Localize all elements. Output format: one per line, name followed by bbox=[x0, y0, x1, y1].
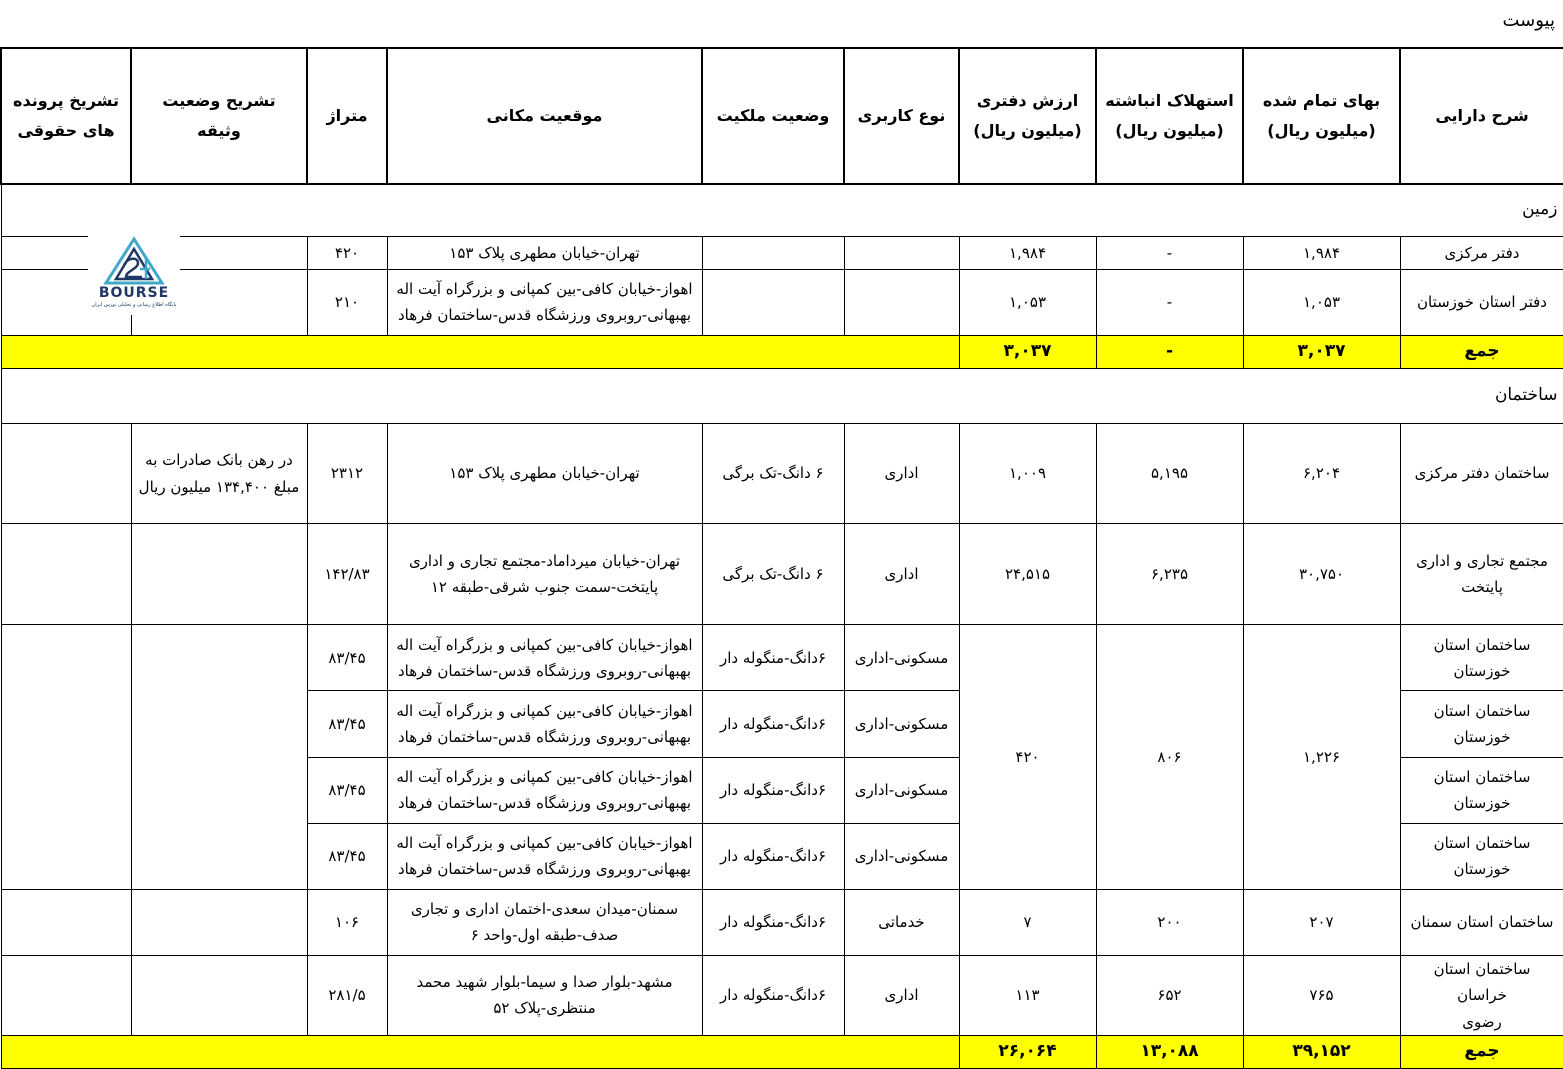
desc-line-2: پایتخت bbox=[1461, 578, 1503, 597]
cell-usage: اداری bbox=[844, 955, 959, 1035]
cell-area: ۴۲۰ bbox=[307, 236, 387, 269]
header-legal bbox=[1, 48, 131, 184]
cell-location bbox=[387, 823, 702, 889]
header-cost-l2: (میلیون ریال) bbox=[1267, 121, 1376, 140]
header-book-l2: (میلیون ریال) bbox=[973, 121, 1082, 140]
table-row bbox=[1, 269, 1563, 335]
total-row-building bbox=[1, 1035, 1563, 1068]
desc-line-1: مجتمع تجاری و اداری bbox=[1416, 551, 1548, 570]
location-line-2: بهبهانی-روبروی ورزشگاه قدس-ساختمان فرهاد bbox=[398, 661, 691, 680]
cell-desc: ساختمان استان خوزستان bbox=[1400, 691, 1563, 757]
location-line-1: اهواز-خیابان کافی-بین کمپانی و بزرگراه آیت اله bbox=[396, 767, 693, 786]
section-land bbox=[1, 184, 1563, 236]
header-legal-l2: های حقوقی bbox=[17, 121, 115, 140]
location-line-2: بهبهانی-روبروی ورزشگاه قدس-ساختمان فرهاد bbox=[398, 794, 691, 813]
cell-ownership: ۶دانگ-منگوله دار bbox=[702, 955, 844, 1035]
location-line-2: بهبهانی-روبروی ورزشگاه قدس-ساختمان فرهاد bbox=[398, 860, 691, 879]
header-mortgage: تشریح وضعیت وثیقه bbox=[131, 48, 307, 184]
location-line-2: بهبهانی-روبروی ورزشگاه قدس-ساختمان فرهاد bbox=[398, 728, 691, 746]
cell-book: ۱۱۳ bbox=[959, 955, 1096, 1035]
header-book bbox=[959, 48, 1096, 184]
cell-usage: اداری bbox=[844, 524, 959, 625]
cell-ownership: ۶ دانگ-تک برگی bbox=[702, 524, 844, 625]
cell-book: ۷ bbox=[959, 889, 1096, 955]
cell-cost: ۶,۲۰۴ bbox=[1243, 423, 1400, 523]
location-line-2: صدف-طبقه اول-واحد ۶ bbox=[470, 926, 619, 945]
cell-usage bbox=[844, 269, 959, 335]
cell-dep: - bbox=[1096, 269, 1243, 335]
cell-usage: مسکونی-اداری bbox=[844, 625, 959, 691]
cell-desc: ساختمان استان خوزستان bbox=[1400, 757, 1563, 823]
location-line-1: تهران-خیابان میرداماد-مجتمع تجاری و اداری bbox=[408, 551, 681, 570]
location-line-1: سمنان-میدان سعدی-اختمان اداری و تجاری bbox=[410, 900, 679, 919]
header-ownership: وضعیت ملکیت bbox=[702, 48, 844, 184]
bourse-logo-text: BOURSE bbox=[98, 285, 170, 301]
cell-area: ۱۴۲/۸۳ bbox=[307, 524, 387, 625]
cell-cost: ۷۶۵ bbox=[1243, 955, 1400, 1035]
mortgage-line-1: در رهن بانک صادرات به bbox=[145, 451, 293, 470]
cell-usage: مسکونی-اداری bbox=[844, 823, 959, 889]
cell-dep-merged: ۸۰۶ bbox=[1096, 625, 1243, 890]
cell-book: ۲۴,۵۱۵ bbox=[959, 524, 1096, 625]
cell-ownership: ۶دانگ-منگوله دار bbox=[702, 691, 844, 757]
cell-desc: ساختمان استان خوزستان bbox=[1400, 625, 1563, 691]
location-line-1: اهواز-خیابان کافی-بین کمپانی و بزرگراه آیت اله bbox=[396, 279, 693, 298]
cell-cost: ۳۰,۷۵۰ bbox=[1243, 524, 1400, 625]
cell-desc bbox=[1400, 524, 1563, 625]
cell-ownership: ۶دانگ-منگوله دار bbox=[702, 625, 844, 691]
cell-location: تهران-خیابان مطهری پلاک ۱۵۳ bbox=[387, 423, 702, 523]
header-cost bbox=[1243, 48, 1400, 184]
header-book-l1: ارزش دفتری bbox=[976, 90, 1079, 110]
header-usage: نوع کاربری bbox=[844, 48, 959, 184]
cell-book: ۱,۹۸۴ bbox=[959, 236, 1096, 269]
cell-location bbox=[387, 524, 702, 625]
cell-area: ۲۳۱۲ bbox=[307, 423, 387, 523]
section-building bbox=[1, 368, 1563, 423]
cell-cost: ۱,۹۸۴ bbox=[1243, 236, 1400, 269]
cell-book-merged: ۴۲۰ bbox=[959, 625, 1096, 890]
desc-line-2: رضوی bbox=[1462, 1012, 1502, 1031]
cell-book: ۱,۰۰۹ bbox=[959, 423, 1096, 523]
location-line-2: پایتخت-سمت جنوب شرقی-طبقه ۱۲ bbox=[430, 578, 659, 597]
cell-area: ۱۰۶ bbox=[307, 889, 387, 955]
location-line-2: منتظری-پلاک ۵۲ bbox=[493, 999, 596, 1018]
cell-area: ۸۳/۴۵ bbox=[307, 691, 387, 757]
desc-line-1: ساختمان استان خراسان bbox=[1433, 960, 1531, 1005]
cell-mortgage bbox=[131, 955, 307, 1035]
cell-mortgage bbox=[131, 625, 307, 890]
header-desc: شرح دارایی bbox=[1400, 48, 1563, 184]
cell-dep: - bbox=[1096, 236, 1243, 269]
table-row bbox=[1, 423, 1563, 523]
header-dep-l2: (میلیون ریال) bbox=[1115, 121, 1224, 140]
header-cost-l1: بهای تمام شده bbox=[1262, 90, 1381, 110]
cell-usage bbox=[844, 236, 959, 269]
header-area: متراژ bbox=[307, 48, 387, 184]
cell-cost: ۲۰۷ bbox=[1243, 889, 1400, 955]
cell-usage: مسکونی-اداری bbox=[844, 757, 959, 823]
cell-ownership bbox=[702, 236, 844, 269]
cell-location bbox=[387, 889, 702, 955]
cell-legal bbox=[1, 625, 131, 890]
section-land-label: زمین bbox=[1, 184, 1563, 236]
cell-area: ۲۱۰ bbox=[307, 269, 387, 335]
cell-area: ۸۳/۴۵ bbox=[307, 757, 387, 823]
cell-cost-merged: ۱,۲۲۶ bbox=[1243, 625, 1400, 890]
table-row bbox=[1, 889, 1563, 955]
cell-ownership: ۶دانگ-منگوله دار bbox=[702, 757, 844, 823]
cell-dep: ۲۰۰ bbox=[1096, 889, 1243, 955]
cell-ownership: ۶دانگ-منگوله دار bbox=[702, 823, 844, 889]
location-line-1: اهواز-خیابان کافی-بین کمپانی و بزرگراه آیت اله bbox=[396, 701, 693, 720]
bourse-logo-mark bbox=[88, 235, 180, 285]
page-title: پیوست bbox=[1502, 10, 1555, 31]
bourse-logo bbox=[88, 235, 180, 315]
cell-usage: خدماتی bbox=[844, 889, 959, 955]
header-legal-l1: تشریخ پرونده bbox=[13, 90, 119, 110]
cell-legal bbox=[1, 889, 131, 955]
cell-desc: ساختمان استان سمنان bbox=[1400, 889, 1563, 955]
location-line-1: اهواز-خیابان کافی-بین کمپانی و بزرگراه آیت اله bbox=[396, 834, 693, 852]
total-dep: ۱۳,۰۸۸ bbox=[1096, 1035, 1243, 1068]
location-line-1: مشهد-بلوار صدا و سیما-بلوار شهید محمد bbox=[416, 973, 673, 992]
table-row bbox=[1, 625, 1563, 691]
cell-dep: ۵,۱۹۵ bbox=[1096, 423, 1243, 523]
cell-area: ۸۳/۴۵ bbox=[307, 625, 387, 691]
total-row-land bbox=[1, 335, 1563, 368]
cell-legal bbox=[1, 423, 131, 523]
cell-legal bbox=[1, 955, 131, 1035]
cell-mortgage bbox=[131, 524, 307, 625]
cell-mortgage bbox=[131, 423, 307, 523]
total-book: ۳,۰۳۷ bbox=[959, 335, 1096, 368]
cell-location bbox=[387, 625, 702, 691]
cell-location: تهران-خیابان مطهری پلاک ۱۵۳ bbox=[387, 236, 702, 269]
total-blank bbox=[1, 335, 959, 368]
cell-location bbox=[387, 955, 702, 1035]
cell-ownership: ۶دانگ-منگوله دار bbox=[702, 889, 844, 955]
table-row bbox=[1, 955, 1563, 1035]
header-dep-l1: استهلاک انباشته bbox=[1105, 90, 1234, 110]
header-dep bbox=[1096, 48, 1243, 184]
total-label: جمع bbox=[1400, 1035, 1563, 1068]
mortgage-line-2: مبلغ ۱۳۴,۴۰۰ میلیون ریال bbox=[138, 477, 300, 496]
cell-ownership bbox=[702, 269, 844, 335]
cell-area: ۲۸۱/۵ bbox=[307, 955, 387, 1035]
cell-location bbox=[387, 757, 702, 823]
cell-mortgage bbox=[131, 889, 307, 955]
cell-usage: مسکونی-اداری bbox=[844, 691, 959, 757]
total-blank bbox=[1, 1035, 959, 1068]
cell-book: ۱,۰۵۳ bbox=[959, 269, 1096, 335]
total-dep: - bbox=[1096, 335, 1243, 368]
cell-desc: ساختمان استان خوزستان bbox=[1400, 823, 1563, 889]
header-location: موقعیت مکانی bbox=[387, 48, 702, 184]
total-cost: ۳,۰۳۷ bbox=[1243, 335, 1400, 368]
cell-ownership: ۶ دانگ-تک برگی bbox=[702, 423, 844, 523]
cell-location bbox=[387, 269, 702, 335]
asset-table bbox=[0, 47, 1563, 1069]
cell-area: ۸۳/۴۵ bbox=[307, 823, 387, 889]
cell-desc: دفتر مرکزی bbox=[1400, 236, 1563, 269]
bourse-logo-subtext: پایگاه اطلاع رسانی و تحلیلی بورس ایران bbox=[91, 302, 177, 308]
cell-cost: ۱,۰۵۳ bbox=[1243, 269, 1400, 335]
section-building-label: ساختمان bbox=[1, 368, 1563, 423]
cell-usage: اداری bbox=[844, 423, 959, 523]
location-line-1: اهواز-خیابان کافی-بین کمپانی و بزرگراه آیت اله bbox=[396, 635, 693, 654]
table-row bbox=[1, 236, 1563, 269]
cell-desc: دفتر استان خوزستان bbox=[1400, 269, 1563, 335]
total-cost: ۳۹,۱۵۲ bbox=[1243, 1035, 1400, 1068]
cell-desc bbox=[1400, 955, 1563, 1035]
header-row bbox=[1, 48, 1563, 184]
cell-dep: ۶۵۲ bbox=[1096, 955, 1243, 1035]
cell-legal bbox=[1, 524, 131, 625]
total-label: جمع bbox=[1400, 335, 1563, 368]
location-line-2: بهبهانی-روبروی ورزشگاه قدس-ساختمان فرهاد bbox=[398, 306, 691, 325]
total-book: ۲۶,۰۶۴ bbox=[959, 1035, 1096, 1068]
cell-dep: ۶,۲۳۵ bbox=[1096, 524, 1243, 625]
cell-desc: ساختمان دفتر مرکزی bbox=[1400, 423, 1563, 523]
cell-location bbox=[387, 691, 702, 757]
table-row bbox=[1, 524, 1563, 625]
